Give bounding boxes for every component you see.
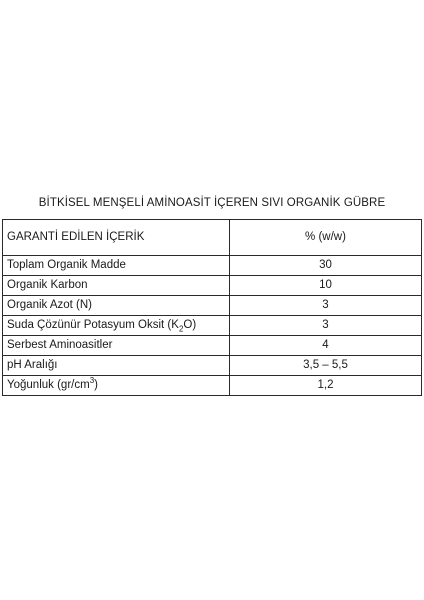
row-label — [3, 316, 230, 336]
table-header-row — [3, 220, 422, 256]
row-label: Serbest Aminoasitler — [3, 336, 230, 356]
row-value: 3 — [230, 296, 422, 316]
label-text: Suda Çözünür Potasyum Oksit (K — [7, 319, 179, 331]
row-value: 3,5 – 5,5 — [230, 356, 422, 376]
document-title: BİTKİSEL MENŞELİ AMİNOASİT İÇEREN SIVI ORGANİK GÜBRE — [38, 197, 386, 209]
table-row — [3, 356, 422, 376]
row-value: 4 — [230, 336, 422, 356]
row-value: 3 — [230, 316, 422, 336]
row-label — [3, 376, 230, 396]
row-label: Organik Azot (N) — [3, 296, 230, 316]
header-content-label: GARANTİ EDİLEN İÇERİK — [3, 220, 230, 256]
row-label: Organik Karbon — [3, 276, 230, 296]
table-row — [3, 336, 422, 356]
label-text: O) — [183, 319, 197, 331]
subscript: 2 — [178, 324, 184, 334]
label-text: Yoğunluk (gr/cm — [7, 379, 90, 391]
row-label: pH Aralığı — [3, 356, 230, 376]
row-label: Toplam Organik Madde — [3, 256, 230, 276]
table-row — [3, 256, 422, 276]
table-row — [3, 376, 422, 396]
table-row — [3, 316, 422, 336]
row-value: 30 — [230, 256, 422, 276]
table-row — [3, 276, 422, 296]
row-value: 1,2 — [230, 376, 422, 396]
row-value: 10 — [230, 276, 422, 296]
superscript: 3 — [89, 376, 95, 386]
header-value-label: % (w/w) — [230, 220, 422, 256]
guaranteed-content-table — [2, 219, 422, 396]
label-text: ) — [94, 379, 98, 391]
table-row — [3, 296, 422, 316]
